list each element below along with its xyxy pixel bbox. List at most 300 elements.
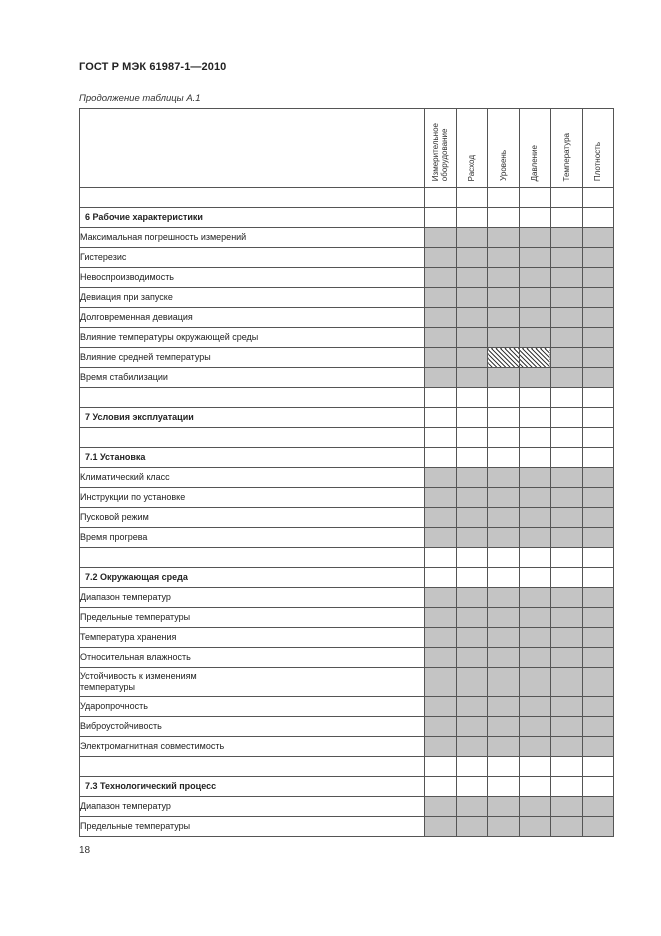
applicability-cell-shaded	[519, 228, 551, 248]
empty-cell	[488, 757, 520, 777]
empty-cell	[425, 548, 457, 568]
applicability-cell-shaded	[456, 228, 488, 248]
empty-cell	[488, 428, 520, 448]
empty-cell	[582, 548, 614, 568]
empty-cell	[582, 428, 614, 448]
page-number: 18	[79, 845, 91, 856]
row-label-cell	[80, 488, 425, 508]
table-row	[80, 288, 614, 308]
applicability-cell-shaded	[582, 668, 614, 697]
row-label-cell	[80, 328, 425, 348]
applicability-cell-shaded	[425, 468, 457, 488]
empty-cell	[425, 428, 457, 448]
empty-cell	[582, 568, 614, 588]
row-label: Невоспроизводимость	[80, 272, 174, 282]
applicability-cell-shaded	[551, 488, 583, 508]
empty-cell	[456, 188, 488, 208]
row-label-cell	[80, 528, 425, 548]
spacer-row	[80, 388, 614, 408]
row-label: Влияние температуры окружающей среды	[80, 332, 259, 342]
table-row	[80, 797, 614, 817]
applicability-cell-shaded	[551, 697, 583, 717]
empty-cell	[551, 777, 583, 797]
empty-cell	[551, 388, 583, 408]
row-label: Ударопрочность	[80, 701, 148, 711]
applicability-cell-shaded	[488, 488, 520, 508]
applicability-cell-shaded	[582, 488, 614, 508]
table-row	[80, 248, 614, 268]
applicability-cell-shaded	[551, 628, 583, 648]
empty-cell	[519, 548, 551, 568]
column-header	[519, 109, 551, 188]
column-header	[582, 109, 614, 188]
applicability-cell-shaded	[582, 588, 614, 608]
row-label-cell	[80, 448, 425, 468]
empty-cell	[488, 208, 520, 228]
row-label: Время прогрева	[80, 532, 148, 542]
applicability-cell-shaded	[488, 468, 520, 488]
row-label: Относительная влажность	[80, 652, 191, 662]
empty-cell	[488, 188, 520, 208]
applicability-cell-shaded	[488, 308, 520, 328]
empty-cell	[551, 208, 583, 228]
empty-cell	[551, 568, 583, 588]
empty-cell	[582, 757, 614, 777]
applicability-cell-shaded	[519, 588, 551, 608]
row-label-cell	[80, 777, 425, 797]
empty-cell	[582, 388, 614, 408]
applicability-cell-shaded	[488, 268, 520, 288]
applicability-cell-shaded	[425, 588, 457, 608]
applicability-cell-shaded	[425, 308, 457, 328]
table-row	[80, 697, 614, 717]
applicability-cell-shaded	[519, 488, 551, 508]
column-header-label: Температура	[561, 132, 571, 181]
table-row	[80, 328, 614, 348]
table-row	[80, 368, 614, 388]
applicability-cell-shaded	[488, 508, 520, 528]
applicability-cell-shaded	[519, 717, 551, 737]
empty-cell	[425, 777, 457, 797]
applicability-cell-shaded	[425, 797, 457, 817]
applicability-cell-shaded	[551, 228, 583, 248]
table-row	[80, 508, 614, 528]
applicability-cell-shaded	[425, 648, 457, 668]
applicability-cell-shaded	[582, 368, 614, 388]
applicability-cell-shaded	[488, 797, 520, 817]
column-header-label: Измерительное оборудование	[431, 122, 450, 181]
column-header	[488, 109, 520, 188]
row-label-cell	[80, 588, 425, 608]
applicability-cell-shaded	[519, 797, 551, 817]
applicability-cell-shaded	[519, 528, 551, 548]
row-label: Долговременная девиация	[80, 312, 193, 322]
applicability-cell-shaded	[456, 468, 488, 488]
applicability-cell-shaded	[551, 817, 583, 837]
applicability-cell-shaded	[456, 717, 488, 737]
empty-cell	[456, 757, 488, 777]
applicability-cell-shaded	[488, 817, 520, 837]
applicability-cell-shaded	[488, 588, 520, 608]
empty-cell	[456, 777, 488, 797]
empty-cell	[456, 568, 488, 588]
applicability-cell-shaded	[425, 348, 457, 368]
table-row	[80, 717, 614, 737]
applicability-cell-shaded	[551, 268, 583, 288]
row-label-cell	[80, 368, 425, 388]
row-label: Температура хранения	[80, 632, 177, 642]
empty-cell	[519, 757, 551, 777]
applicability-cell-shaded	[582, 817, 614, 837]
row-label: Диапазон температур	[80, 801, 171, 811]
applicability-cell-shaded	[425, 608, 457, 628]
applicability-cell-shaded	[519, 737, 551, 757]
column-header-label: Уровень	[498, 150, 508, 181]
empty-cell	[551, 188, 583, 208]
empty-cell	[488, 548, 520, 568]
column-header-label: Расход	[467, 154, 477, 181]
applicability-cell-shaded	[582, 328, 614, 348]
empty-cell	[551, 757, 583, 777]
empty-cell	[519, 188, 551, 208]
row-label: Электромагнитная совместимость	[80, 741, 225, 751]
table-row	[80, 308, 614, 328]
applicability-cell-hatched	[488, 348, 520, 368]
section-row	[80, 408, 614, 428]
applicability-cell-shaded	[519, 328, 551, 348]
row-label-cell	[80, 348, 425, 368]
applicability-cell-shaded	[425, 248, 457, 268]
table-row	[80, 608, 614, 628]
empty-cell	[425, 188, 457, 208]
empty-cell	[519, 388, 551, 408]
applicability-cell-shaded	[582, 797, 614, 817]
table-row	[80, 668, 614, 697]
applicability-cell-shaded	[519, 268, 551, 288]
applicability-cell-shaded	[519, 608, 551, 628]
applicability-cell-shaded	[425, 368, 457, 388]
empty-cell	[551, 448, 583, 468]
section-row	[80, 568, 614, 588]
row-label-cell	[80, 508, 425, 528]
spec-table	[79, 108, 614, 837]
applicability-cell-shaded	[456, 308, 488, 328]
empty-cell	[582, 777, 614, 797]
applicability-cell-shaded	[425, 268, 457, 288]
applicability-cell-shaded	[425, 328, 457, 348]
applicability-cell-shaded	[456, 648, 488, 668]
applicability-cell-hatched	[519, 348, 551, 368]
applicability-cell-shaded	[488, 737, 520, 757]
applicability-cell-shaded	[456, 588, 488, 608]
empty-cell	[582, 188, 614, 208]
table-row	[80, 648, 614, 668]
row-label: Влияние средней температуры	[80, 352, 211, 362]
applicability-cell-shaded	[456, 368, 488, 388]
applicability-cell-shaded	[488, 628, 520, 648]
row-label-cell	[80, 568, 425, 588]
applicability-cell-shaded	[425, 737, 457, 757]
applicability-cell-shaded	[488, 248, 520, 268]
section-row	[80, 777, 614, 797]
applicability-cell-shaded	[519, 468, 551, 488]
table-row	[80, 268, 614, 288]
applicability-cell-shaded	[456, 737, 488, 757]
row-label-cell	[80, 717, 425, 737]
row-label-cell	[80, 428, 425, 448]
empty-cell	[488, 448, 520, 468]
empty-cell	[456, 448, 488, 468]
empty-cell	[425, 568, 457, 588]
applicability-cell-shaded	[488, 528, 520, 548]
row-label-cell	[80, 188, 425, 208]
row-label: Виброустойчивость	[80, 721, 162, 731]
row-label: Пусковой режим	[80, 512, 149, 522]
row-label-cell	[80, 817, 425, 837]
empty-cell	[425, 388, 457, 408]
applicability-cell-shaded	[456, 488, 488, 508]
applicability-cell-shaded	[425, 717, 457, 737]
applicability-cell-shaded	[582, 648, 614, 668]
applicability-cell-shaded	[551, 248, 583, 268]
applicability-cell-shaded	[456, 697, 488, 717]
row-label: Предельные температуры	[80, 821, 191, 831]
applicability-cell-shaded	[425, 697, 457, 717]
table-body	[80, 188, 614, 837]
spacer-row	[80, 548, 614, 568]
row-label: 6 Рабочие характеристики	[85, 212, 203, 222]
applicability-cell-shaded	[488, 288, 520, 308]
row-label: Предельные температуры	[80, 612, 191, 622]
table-row	[80, 468, 614, 488]
applicability-cell-shaded	[488, 668, 520, 697]
applicability-cell-shaded	[456, 608, 488, 628]
applicability-cell-shaded	[551, 588, 583, 608]
applicability-cell-shaded	[551, 717, 583, 737]
empty-cell	[425, 448, 457, 468]
applicability-cell-shaded	[488, 697, 520, 717]
row-label-cell	[80, 288, 425, 308]
empty-cell	[519, 568, 551, 588]
applicability-cell-shaded	[425, 817, 457, 837]
row-label-cell	[80, 388, 425, 408]
applicability-cell-shaded	[456, 288, 488, 308]
row-label: Девиация при запуске	[80, 292, 173, 302]
empty-cell	[519, 777, 551, 797]
empty-cell	[456, 548, 488, 568]
applicability-cell-shaded	[456, 348, 488, 368]
section-row	[80, 208, 614, 228]
document-header: ГОСТ Р МЭК 61987-1—2010	[79, 61, 227, 73]
applicability-cell-shaded	[551, 608, 583, 628]
row-label: Климатический класс	[80, 472, 170, 482]
applicability-cell-shaded	[582, 628, 614, 648]
row-label: 7.1 Установка	[85, 452, 146, 462]
applicability-cell-shaded	[551, 648, 583, 668]
applicability-cell-shaded	[519, 248, 551, 268]
empty-cell	[551, 428, 583, 448]
applicability-cell-shaded	[456, 528, 488, 548]
applicability-cell-shaded	[425, 628, 457, 648]
applicability-cell-shaded	[519, 308, 551, 328]
applicability-cell-shaded	[425, 228, 457, 248]
table-row	[80, 817, 614, 837]
empty-cell	[519, 428, 551, 448]
empty-cell	[519, 408, 551, 428]
row-label: 7.3 Технологический процесс	[85, 781, 217, 791]
row-label: Максимальная погрешность измерений	[80, 232, 247, 242]
applicability-cell-shaded	[582, 737, 614, 757]
table-caption: Продолжение таблицы А.1	[79, 93, 201, 104]
applicability-cell-shaded	[456, 668, 488, 697]
applicability-cell-shaded	[582, 288, 614, 308]
row-label-cell	[80, 648, 425, 668]
applicability-cell-shaded	[582, 248, 614, 268]
applicability-cell-shaded	[551, 468, 583, 488]
section-row	[80, 448, 614, 468]
applicability-cell-shaded	[551, 668, 583, 697]
spacer-row	[80, 188, 614, 208]
applicability-cell-shaded	[425, 488, 457, 508]
empty-cell	[488, 777, 520, 797]
spacer-row	[80, 428, 614, 448]
row-label-cell	[80, 628, 425, 648]
applicability-cell-shaded	[582, 468, 614, 488]
column-header-label: Давление	[530, 144, 540, 181]
applicability-cell-shaded	[551, 528, 583, 548]
empty-cell	[519, 448, 551, 468]
row-label-cell	[80, 697, 425, 717]
applicability-cell-shaded	[456, 268, 488, 288]
row-label: 7 Условия эксплуатации	[85, 412, 194, 422]
row-label-cell	[80, 737, 425, 757]
row-label: Инструкции по установке	[80, 492, 186, 502]
row-label-cell	[80, 308, 425, 328]
table-row	[80, 348, 614, 368]
applicability-cell-shaded	[551, 368, 583, 388]
applicability-cell-shaded	[582, 268, 614, 288]
column-header	[456, 109, 488, 188]
column-header	[425, 109, 457, 188]
applicability-cell-shaded	[551, 328, 583, 348]
applicability-cell-shaded	[582, 228, 614, 248]
applicability-cell-shaded	[519, 368, 551, 388]
row-label-cell	[80, 797, 425, 817]
empty-cell	[519, 208, 551, 228]
row-label-cell	[80, 668, 425, 697]
applicability-cell-shaded	[425, 528, 457, 548]
table-header-row	[80, 109, 614, 188]
row-label-cell	[80, 268, 425, 288]
applicability-cell-shaded	[488, 717, 520, 737]
applicability-cell-shaded	[456, 508, 488, 528]
empty-cell	[456, 388, 488, 408]
applicability-cell-shaded	[488, 608, 520, 628]
applicability-cell-shaded	[551, 508, 583, 528]
applicability-cell-shaded	[519, 648, 551, 668]
empty-cell	[488, 408, 520, 428]
applicability-cell-shaded	[582, 308, 614, 328]
applicability-cell-shaded	[582, 608, 614, 628]
applicability-cell-shaded	[551, 797, 583, 817]
applicability-cell-shaded	[519, 697, 551, 717]
applicability-cell-shaded	[582, 508, 614, 528]
empty-cell	[425, 208, 457, 228]
row-label-cell	[80, 608, 425, 628]
table-row	[80, 588, 614, 608]
table-row	[80, 628, 614, 648]
empty-cell	[582, 448, 614, 468]
empty-cell	[551, 408, 583, 428]
row-label-cell	[80, 468, 425, 488]
empty-cell	[488, 568, 520, 588]
row-label: Диапазон температур	[80, 592, 171, 602]
applicability-cell-shaded	[519, 288, 551, 308]
applicability-cell-shaded	[488, 368, 520, 388]
empty-cell	[582, 208, 614, 228]
applicability-cell-shaded	[456, 817, 488, 837]
row-label-cell	[80, 548, 425, 568]
applicability-cell-shaded	[519, 817, 551, 837]
applicability-cell-shaded	[488, 328, 520, 348]
row-label: Время стабилизации	[80, 372, 168, 382]
row-label: Гистерезис	[80, 252, 127, 262]
applicability-cell-shaded	[551, 348, 583, 368]
empty-cell	[425, 757, 457, 777]
table-row	[80, 228, 614, 248]
applicability-cell-shaded	[551, 308, 583, 328]
spacer-row	[80, 757, 614, 777]
applicability-cell-shaded	[456, 248, 488, 268]
empty-cell	[551, 548, 583, 568]
header-corner-cell	[80, 109, 425, 188]
applicability-cell-shaded	[519, 668, 551, 697]
applicability-cell-shaded	[551, 288, 583, 308]
applicability-cell-shaded	[519, 508, 551, 528]
applicability-cell-shaded	[519, 628, 551, 648]
empty-cell	[456, 408, 488, 428]
applicability-cell-shaded	[582, 717, 614, 737]
row-label: 7.2 Окружающая среда	[85, 572, 188, 582]
row-label: Устойчивость к изменениям температуры	[80, 671, 197, 692]
empty-cell	[456, 428, 488, 448]
row-label-cell	[80, 408, 425, 428]
applicability-cell-shaded	[582, 697, 614, 717]
applicability-cell-shaded	[582, 348, 614, 368]
applicability-cell-shaded	[456, 628, 488, 648]
empty-cell	[456, 208, 488, 228]
applicability-cell-shaded	[425, 508, 457, 528]
applicability-cell-shaded	[582, 528, 614, 548]
empty-cell	[488, 388, 520, 408]
column-header-label: Плотность	[593, 141, 603, 181]
row-label-cell	[80, 248, 425, 268]
applicability-cell-shaded	[456, 797, 488, 817]
applicability-cell-shaded	[488, 228, 520, 248]
applicability-cell-shaded	[456, 328, 488, 348]
row-label-cell	[80, 757, 425, 777]
applicability-cell-shaded	[488, 648, 520, 668]
empty-cell	[425, 408, 457, 428]
empty-cell	[582, 408, 614, 428]
row-label-cell	[80, 228, 425, 248]
applicability-cell-shaded	[551, 737, 583, 757]
applicability-cell-shaded	[425, 668, 457, 697]
applicability-cell-shaded	[425, 288, 457, 308]
table-row	[80, 488, 614, 508]
table-row	[80, 528, 614, 548]
row-label-cell	[80, 208, 425, 228]
